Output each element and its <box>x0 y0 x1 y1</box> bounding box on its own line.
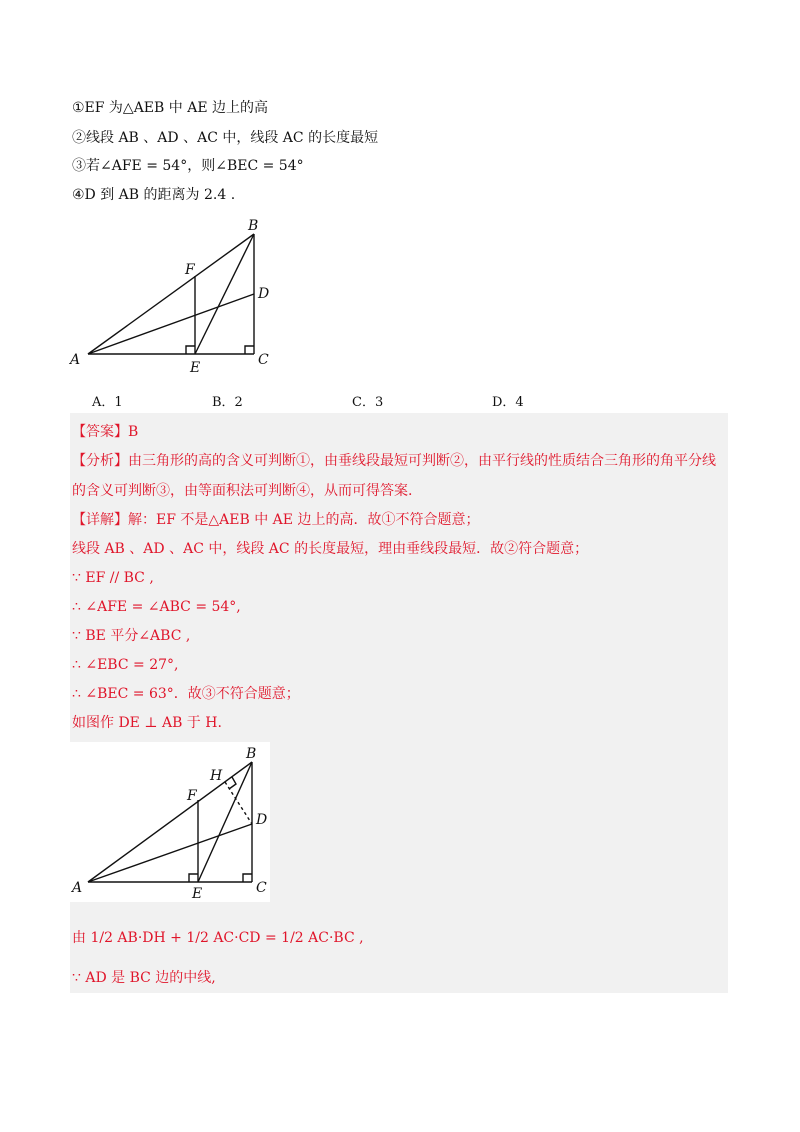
label-e: E <box>192 886 203 902</box>
statement-3: ③若∠AFE = 54°，则∠BEC = 54° <box>72 158 304 174</box>
right-angle-mark-e <box>186 346 195 354</box>
label-d: D <box>258 286 270 302</box>
detail-line-10: ∵ AD 是 BC 边的中线, <box>72 970 216 986</box>
segment-be <box>195 234 254 354</box>
label-h: H <box>210 768 223 784</box>
label-b: B <box>248 218 259 234</box>
label-f: F <box>185 262 195 278</box>
analysis-line-2: 的含义可判断③，由等面积法可判断④，从而可得答案. <box>72 483 413 499</box>
detail-line-2: 线段 AB 、AD 、AC 中，线段 AC 的长度最短，理由垂线段最短．故②符合题意； <box>72 541 589 557</box>
statement-2: ②线段 AB 、AD 、AC 中，线段 AC 的长度最短 <box>72 130 379 146</box>
detail-line-3: ∵ EF // BC , <box>72 570 154 586</box>
option-c: C．3 <box>352 395 384 410</box>
label-a: A <box>70 352 81 368</box>
right-angle-mark-c <box>245 346 254 354</box>
segment-ab <box>88 234 254 354</box>
detail-line-5: ∵ BE 平分∠ABC , <box>72 628 191 644</box>
label-a: A <box>72 880 83 896</box>
label-c: C <box>256 880 267 896</box>
label-e: E <box>190 360 201 376</box>
detail-line-7: ∴ ∠BEC = 63°．故③不符合题意； <box>72 686 300 702</box>
right-angle-mark-e <box>189 874 198 882</box>
label-b: B <box>246 746 257 762</box>
detail-line-8: 如图作 DE ⊥ AB 于 H. <box>72 715 222 731</box>
geometry-figure-1 <box>60 212 300 382</box>
statement-4: ④D 到 AB 的距离为 2.4 . <box>72 187 236 203</box>
option-a: A．1 <box>92 395 123 410</box>
right-angle-mark-c <box>243 874 252 882</box>
option-d: D．4 <box>492 395 524 410</box>
segment-be <box>198 762 252 882</box>
detail-line-6: ∴ ∠EBC = 27°, <box>72 657 179 673</box>
segment-ad <box>88 824 252 882</box>
statement-1: ①EF 为△AEB 中 AE 边上的高 <box>72 100 268 116</box>
label-f: F <box>187 788 197 804</box>
detail-line-9: 由 1/2 AB·DH + 1/2 AC·CD = 1/2 AC·BC , <box>72 930 364 946</box>
detail-line-4: ∴ ∠AFE = ∠ABC = 54°, <box>72 599 241 615</box>
detail-line: 【详解】解：EF 不是△AEB 中 AE 边上的高．故①不符合题意； <box>72 512 480 528</box>
segment-ad <box>88 294 254 354</box>
label-d: D <box>256 812 268 828</box>
option-b: B．2 <box>212 395 243 410</box>
analysis-line-1: 【分析】由三角形的高的含义可判断①，由垂线段最短可判断②，由平行线的性质结合三角形的角平分线 <box>72 453 716 469</box>
segment-ab <box>88 762 252 882</box>
geometry-figure-2 <box>70 742 270 902</box>
answer-line: 【答案】B <box>72 424 139 440</box>
label-c: C <box>258 352 269 368</box>
